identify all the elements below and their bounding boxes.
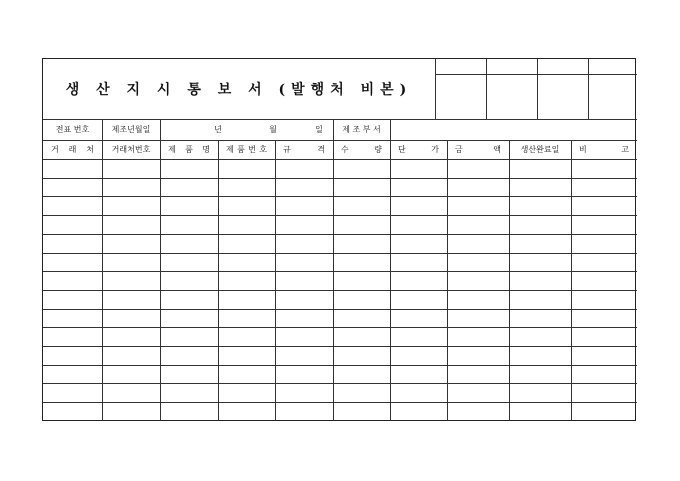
table-cell[interactable] xyxy=(571,159,637,178)
table-cell[interactable] xyxy=(43,271,102,290)
column-header-client_no: 거래처번호 xyxy=(111,145,151,154)
table-cell[interactable] xyxy=(390,253,447,272)
table-cell[interactable] xyxy=(275,215,333,234)
table-cell[interactable] xyxy=(571,383,637,402)
day-label: 일 xyxy=(315,125,323,134)
table-cell[interactable] xyxy=(509,346,571,365)
table-cell[interactable] xyxy=(102,383,160,402)
table-cell[interactable] xyxy=(509,178,571,197)
table-cell[interactable] xyxy=(333,215,390,234)
table-cell[interactable] xyxy=(102,346,160,365)
table-cell[interactable] xyxy=(509,309,571,328)
table-cell[interactable] xyxy=(509,290,571,309)
table-cell[interactable] xyxy=(102,271,160,290)
table-cell[interactable] xyxy=(102,253,160,272)
table-cell[interactable] xyxy=(333,327,390,346)
table-cell[interactable] xyxy=(218,159,275,178)
table-cell[interactable] xyxy=(333,383,390,402)
table-cell[interactable] xyxy=(509,196,571,215)
table-cell[interactable] xyxy=(218,309,275,328)
table-cell[interactable] xyxy=(218,234,275,253)
table-cell[interactable] xyxy=(102,178,160,197)
table-cell[interactable] xyxy=(43,178,102,197)
table-cell[interactable] xyxy=(509,327,571,346)
table-cell[interactable] xyxy=(447,215,509,234)
production-order-form xyxy=(42,58,636,421)
table-cell[interactable] xyxy=(447,365,509,384)
table-cell[interactable] xyxy=(43,159,102,178)
table-cell[interactable] xyxy=(160,383,218,402)
table-cell[interactable] xyxy=(333,178,390,197)
column-header-unit_price: 단 가 xyxy=(398,145,439,154)
info-divider xyxy=(160,119,161,140)
table-cell[interactable] xyxy=(43,365,102,384)
table-cell[interactable] xyxy=(275,196,333,215)
table-cell[interactable] xyxy=(333,196,390,215)
table-cell[interactable] xyxy=(43,253,102,272)
table-cell[interactable] xyxy=(275,402,333,421)
table-cell[interactable] xyxy=(390,215,447,234)
table-cell[interactable] xyxy=(447,159,509,178)
column-line xyxy=(218,140,219,421)
table-cell[interactable] xyxy=(447,346,509,365)
table-cell[interactable] xyxy=(447,327,509,346)
column-line xyxy=(509,140,510,421)
column-header-done_date: 생산완료일 xyxy=(520,145,560,154)
table-cell[interactable] xyxy=(102,327,160,346)
table-cell[interactable] xyxy=(218,402,275,421)
table-cell[interactable] xyxy=(509,365,571,384)
table-cell[interactable] xyxy=(160,271,218,290)
approval-box-divider xyxy=(537,59,538,119)
table-cell[interactable] xyxy=(102,402,160,421)
table-cell[interactable] xyxy=(102,309,160,328)
table-cell[interactable] xyxy=(160,402,218,421)
table-cell[interactable] xyxy=(390,365,447,384)
table-cell[interactable] xyxy=(390,402,447,421)
table-cell[interactable] xyxy=(333,346,390,365)
table-cell[interactable] xyxy=(160,309,218,328)
table-cell[interactable] xyxy=(218,253,275,272)
mfg-date-label: 제조년월일 xyxy=(111,125,151,134)
table-cell[interactable] xyxy=(275,346,333,365)
column-line xyxy=(390,140,391,421)
table-cell[interactable] xyxy=(218,290,275,309)
column-line xyxy=(160,140,161,421)
table-cell[interactable] xyxy=(43,346,102,365)
table-cell[interactable] xyxy=(571,402,637,421)
table-cell[interactable] xyxy=(102,365,160,384)
table-cell[interactable] xyxy=(102,159,160,178)
table-cell[interactable] xyxy=(218,178,275,197)
approval-box-border xyxy=(435,59,436,119)
table-cell[interactable] xyxy=(571,365,637,384)
table-cell[interactable] xyxy=(333,365,390,384)
table-cell[interactable] xyxy=(333,234,390,253)
table-cell[interactable] xyxy=(571,271,637,290)
table-cell[interactable] xyxy=(102,196,160,215)
table-cell[interactable] xyxy=(447,309,509,328)
table-cell[interactable] xyxy=(160,196,218,215)
approval-box-divider xyxy=(486,59,487,119)
form-title: 생 산 지 시 통 보 서 (발행처 비본) xyxy=(65,82,413,98)
column-header-product_no: 제 품 번 호 xyxy=(226,145,267,154)
table-cell[interactable] xyxy=(509,271,571,290)
info-divider xyxy=(390,119,391,140)
table-cell[interactable] xyxy=(390,196,447,215)
column-header-amount: 금 액 xyxy=(455,145,501,154)
column-line xyxy=(571,140,572,421)
table-cell[interactable] xyxy=(390,178,447,197)
table-cell[interactable] xyxy=(160,159,218,178)
table-cell[interactable] xyxy=(447,383,509,402)
table-cell[interactable] xyxy=(333,159,390,178)
info-divider xyxy=(102,119,103,140)
table-cell[interactable] xyxy=(333,271,390,290)
table-cell[interactable] xyxy=(571,215,637,234)
table-cell[interactable] xyxy=(333,253,390,272)
table-cell[interactable] xyxy=(43,234,102,253)
table-cell[interactable] xyxy=(447,196,509,215)
table-cell[interactable] xyxy=(275,178,333,197)
table-cell[interactable] xyxy=(390,346,447,365)
table-cell[interactable] xyxy=(333,402,390,421)
table-cell[interactable] xyxy=(275,327,333,346)
table-cell[interactable] xyxy=(390,159,447,178)
table-cell[interactable] xyxy=(333,290,390,309)
table-cell[interactable] xyxy=(390,309,447,328)
table-cell[interactable] xyxy=(160,253,218,272)
table-cell[interactable] xyxy=(275,253,333,272)
column-line xyxy=(275,140,276,421)
table-cell[interactable] xyxy=(43,383,102,402)
table-cell[interactable] xyxy=(509,383,571,402)
table-cell[interactable] xyxy=(43,402,102,421)
table-cell[interactable] xyxy=(390,383,447,402)
table-cell[interactable] xyxy=(43,196,102,215)
table-cell[interactable] xyxy=(218,365,275,384)
table-cell[interactable] xyxy=(390,271,447,290)
column-header-spec: 규 격 xyxy=(283,145,325,154)
table-cell[interactable] xyxy=(102,215,160,234)
table-cell[interactable] xyxy=(333,309,390,328)
table-cell[interactable] xyxy=(447,271,509,290)
table-cell[interactable] xyxy=(160,290,218,309)
table-cell[interactable] xyxy=(43,215,102,234)
table-cell[interactable] xyxy=(160,365,218,384)
table-cell[interactable] xyxy=(43,309,102,328)
table-cell[interactable] xyxy=(43,290,102,309)
column-header-client: 거 래 처 xyxy=(51,145,94,154)
approval-box-header-line xyxy=(435,74,637,75)
column-header-product: 제 품 명 xyxy=(168,145,210,154)
table-cell[interactable] xyxy=(571,178,637,197)
table-cell[interactable] xyxy=(275,290,333,309)
table-cell[interactable] xyxy=(447,290,509,309)
table-cell[interactable] xyxy=(275,271,333,290)
table-cell[interactable] xyxy=(43,327,102,346)
table-cell[interactable] xyxy=(447,253,509,272)
approval-box-divider xyxy=(588,59,589,119)
table-cell[interactable] xyxy=(218,215,275,234)
table-cell[interactable] xyxy=(509,234,571,253)
column-line xyxy=(447,140,448,421)
table-cell[interactable] xyxy=(447,402,509,421)
table-cell[interactable] xyxy=(275,383,333,402)
info-divider xyxy=(333,119,334,140)
table-cell[interactable] xyxy=(447,234,509,253)
column-header-note: 비 고 xyxy=(579,145,629,154)
year-label: 년 xyxy=(214,125,222,134)
table-cell[interactable] xyxy=(509,402,571,421)
slip-no-label: 전표 번호 xyxy=(55,125,90,134)
table-cell[interactable] xyxy=(160,327,218,346)
table-cell[interactable] xyxy=(275,159,333,178)
table-cell[interactable] xyxy=(390,327,447,346)
table-cell[interactable] xyxy=(275,309,333,328)
table-cell[interactable] xyxy=(390,234,447,253)
table-cell[interactable] xyxy=(571,234,637,253)
table-cell[interactable] xyxy=(102,290,160,309)
table-cell[interactable] xyxy=(447,178,509,197)
table-cell[interactable] xyxy=(571,253,637,272)
table-cell[interactable] xyxy=(509,215,571,234)
month-label: 월 xyxy=(269,125,277,134)
table-cell[interactable] xyxy=(275,365,333,384)
table-cell[interactable] xyxy=(571,327,637,346)
mfg-dept-label: 제 조 부 서 xyxy=(342,125,381,134)
table-cell[interactable] xyxy=(160,234,218,253)
table-cell[interactable] xyxy=(218,327,275,346)
column-header-qty: 수 량 xyxy=(341,145,382,154)
table-cell[interactable] xyxy=(509,253,571,272)
table-cell[interactable] xyxy=(160,346,218,365)
table-cell[interactable] xyxy=(571,309,637,328)
table-cell[interactable] xyxy=(218,196,275,215)
table-cell[interactable] xyxy=(160,178,218,197)
column-line xyxy=(102,140,103,421)
table-cell[interactable] xyxy=(160,215,218,234)
table-cell[interactable] xyxy=(218,383,275,402)
table-cell[interactable] xyxy=(571,290,637,309)
table-cell[interactable] xyxy=(390,290,447,309)
table-cell[interactable] xyxy=(275,234,333,253)
table-cell[interactable] xyxy=(509,159,571,178)
table-cell[interactable] xyxy=(571,196,637,215)
column-line xyxy=(333,140,334,421)
table-cell[interactable] xyxy=(218,271,275,290)
table-cell[interactable] xyxy=(218,346,275,365)
table-cell[interactable] xyxy=(571,346,637,365)
table-cell[interactable] xyxy=(102,234,160,253)
